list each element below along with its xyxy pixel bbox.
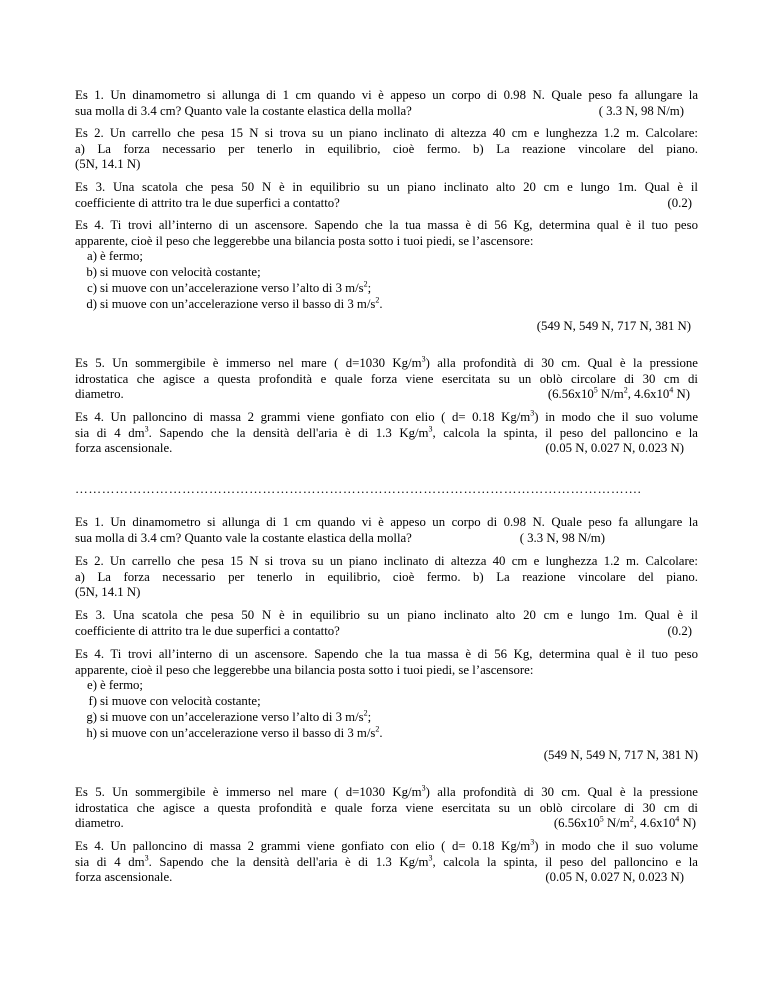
- exercise-line: idrostatica che agisce a questa profondità e quale forza viene esercitata su un oblò circolare di 30 cm di: [75, 800, 698, 815]
- list-marker: f ): [75, 694, 97, 710]
- list-marker: g ): [75, 710, 97, 726]
- list-marker: e ): [75, 678, 97, 694]
- text-run: Es 4. Un palloncino di massa 2 grammi viene gonfiato con elio ( d= 0.18 Kg/m: [75, 410, 531, 424]
- text-run: , calcola la spinta, il peso del palloncino e la: [432, 854, 698, 869]
- exercise-5: [75, 356, 698, 403]
- exercise-line: Es 2. Un carrello che pesa 15 N si trova su un piano inclinato di altezza 40 cm e lunghezza 1.2 m. Calcolare:: [75, 554, 698, 568]
- exercise-line: apparente, cioè il peso che leggerebbe una bilancia posta sotto i tuoi piedi, se l’ascensore:: [75, 233, 534, 248]
- list-item-text: si muove con un’accelerazione verso l’alto di 3 m/s: [100, 709, 364, 724]
- text-run: sia di 4 dm: [75, 425, 145, 440]
- exercise-line: [75, 785, 698, 801]
- list-item-text: si muove con velocità costante;: [100, 694, 261, 709]
- exercise-answer: [548, 387, 690, 403]
- text-run: N): [679, 816, 696, 831]
- exercise-line: Es 4. Ti trovi all’interno di un ascensore. Sapendo che la tua massa è di 56 Kg, determina qual è il tuo peso: [75, 218, 698, 232]
- exercise-line: a) La forza necessario per tenerlo in equilibrio, cioè fermo. b) La reazione vincolare del piano.: [75, 141, 698, 156]
- exercise-4: [75, 218, 698, 335]
- exercise-answer: ( 3.3 N, 98 N/m): [519, 530, 605, 545]
- list-item-text: si muove con velocità costante;: [100, 265, 261, 280]
- exercise-2: [75, 126, 698, 173]
- exercise-line: forza ascensionale.: [75, 870, 173, 885]
- text-run: sia di 4 dm: [75, 854, 145, 869]
- exercise-line: [75, 839, 698, 855]
- exercise-answer: ( 3.3 N, 98 N/m): [598, 103, 684, 118]
- superscript: 2: [623, 386, 628, 396]
- exercise-answer: (5N, 14.1 N): [75, 585, 141, 600]
- list-item: [75, 726, 698, 742]
- superscript: 5: [593, 386, 598, 396]
- exercise-4: [75, 647, 698, 764]
- list-marker: d ): [75, 297, 97, 313]
- exercise-answer: (5N, 14.1 N): [75, 157, 141, 172]
- exercise-line: [75, 410, 698, 426]
- list-item-tail: ;: [367, 709, 372, 724]
- text-run: . Sapendo che la densità dell'aria è di 1.3 Kg/m: [148, 854, 429, 869]
- text-run: , 4.6x10: [633, 816, 676, 831]
- exercise-line: coefficiente di attrito tra le due superfici a contatto?: [75, 195, 340, 210]
- text-run: (6.56x10: [553, 816, 600, 831]
- list-item-tail: .: [379, 296, 383, 311]
- superscript: 5: [599, 815, 604, 825]
- superscript: 2: [375, 724, 380, 734]
- exercise-6: [75, 839, 698, 886]
- superscript: 3: [144, 853, 149, 863]
- exercise-6: [75, 410, 698, 457]
- exercise-answer: (0.05 N, 0.027 N, 0.023 N): [545, 441, 684, 456]
- text-run: N): [673, 387, 690, 402]
- superscript: 2: [375, 295, 380, 305]
- option-list: [75, 678, 698, 741]
- exercise-1: [75, 515, 698, 546]
- list-marker: b ): [75, 265, 97, 281]
- exercise-line: Es 1. Un dinamometro si allunga di 1 cm quando vi è appeso un corpo di 0.98 N. Quale peso fa allungare la: [75, 88, 698, 102]
- exercise-answer: (549 N, 549 N, 717 N, 381 N): [536, 319, 691, 334]
- superscript: 2: [629, 815, 634, 825]
- list-item-tail: .: [379, 725, 383, 740]
- exercise-answer: (549 N, 549 N, 717 N, 381 N): [543, 748, 698, 763]
- text-run: Es 4. Un palloncino di massa 2 grammi viene gonfiato con elio ( d= 0.18 Kg/m: [75, 839, 531, 853]
- option-list: [75, 249, 698, 312]
- list-item-text: si muove con un’accelerazione verso il basso di 3 m/s: [100, 296, 376, 311]
- superscript: 3: [428, 424, 433, 434]
- list-item: [75, 281, 698, 297]
- superscript: 2: [363, 708, 368, 718]
- exercise-1: [75, 88, 698, 119]
- exercise-line: sua molla di 3.4 cm? Quanto vale la costante elastica della molla?: [75, 103, 412, 118]
- superscript: 3: [530, 837, 535, 847]
- exercise-line: apparente, cioè il peso che leggerebbe una bilancia posta sotto i tuoi piedi, se l’ascensore:: [75, 662, 534, 677]
- exercise-line: diametro.: [75, 816, 124, 831]
- superscript: 2: [363, 279, 368, 289]
- text-run: . Sapendo che la densità dell'aria è di 1.3 Kg/m: [148, 425, 429, 440]
- text-run: ) in modo che il suo volume: [534, 839, 698, 853]
- list-item: [75, 249, 698, 265]
- superscript: 3: [530, 408, 535, 418]
- exercise-3: [75, 608, 698, 639]
- list-marker: a ): [75, 249, 97, 265]
- exercise-line: forza ascensionale.: [75, 441, 173, 456]
- list-item: [75, 710, 698, 726]
- list-item-text: si muove con un’accelerazione verso l’alto di 3 m/s: [100, 280, 364, 295]
- exercise-line: Es 3. Una scatola che pesa 50 N è in equilibrio su un piano inclinato alto 20 cm e lungo 1m. Qual è il: [75, 180, 698, 194]
- list-item-text: è fermo;: [100, 678, 143, 693]
- exercise-line: diametro.: [75, 387, 124, 402]
- list-item: [75, 265, 698, 281]
- text-run: ) alla profondità di 30 cm. Qual è la pressione: [425, 356, 698, 370]
- exercise-line: idrostatica che agisce a questa profondità e quale forza viene esercitata su un oblò circolare di 30 cm di: [75, 371, 698, 386]
- exercise-line: Es 4. Ti trovi all’interno di un ascensore. Sapendo che la tua massa è di 56 Kg, determina qual è il tuo peso: [75, 647, 698, 661]
- list-item-tail: ;: [367, 280, 372, 295]
- exercise-line: Es 2. Un carrello che pesa 15 N si trova su un piano inclinato di altezza 40 cm e lunghezza 1.2 m. Calcolare:: [75, 126, 698, 140]
- list-item: [75, 678, 698, 694]
- list-marker: h ): [75, 726, 97, 742]
- exercise-answer: (0.05 N, 0.027 N, 0.023 N): [545, 870, 684, 885]
- list-item: [75, 297, 698, 313]
- text-run: Es 5. Un sommergibile è immerso nel mare ( d=1030 Kg/m: [75, 785, 422, 799]
- superscript: 4: [669, 386, 674, 396]
- exercise-answer: [554, 816, 696, 832]
- list-item-text: è fermo;: [100, 249, 143, 264]
- text-run: N/m: [597, 387, 624, 402]
- superscript: 3: [428, 853, 433, 863]
- text-run: (6.56x10: [547, 387, 594, 402]
- exercise-3: [75, 180, 698, 211]
- text-run: Es 5. Un sommergibile è immerso nel mare ( d=1030 Kg/m: [75, 356, 422, 370]
- text-run: ) alla profondità di 30 cm. Qual è la pressione: [425, 785, 698, 799]
- exercise-5: [75, 785, 698, 832]
- superscript: 3: [421, 783, 426, 793]
- exercise-line: Es 3. Una scatola che pesa 50 N è in equilibrio su un piano inclinato alto 20 cm e lungo 1m. Qual è il: [75, 608, 698, 622]
- exercise-line: [75, 855, 698, 871]
- list-item-text: si muove con un’accelerazione verso il basso di 3 m/s: [100, 725, 376, 740]
- exercise-answer: (0.2): [667, 623, 692, 638]
- exercise-answer: (0.2): [667, 195, 692, 210]
- text-run: N/m: [603, 816, 630, 831]
- list-item: [75, 694, 698, 710]
- exercise-line: coefficiente di attrito tra le due superfici a contatto?: [75, 623, 340, 638]
- exercise-line: sua molla di 3.4 cm? Quanto vale la costante elastica della molla?: [75, 530, 412, 545]
- exercise-line: [75, 356, 698, 372]
- text-run: , 4.6x10: [627, 387, 670, 402]
- superscript: 3: [144, 424, 149, 434]
- dotted-separator: ……………………………………………………………………………………………………………….: [75, 482, 642, 496]
- exercise-line: a) La forza necessario per tenerlo in equilibrio, cioè fermo. b) La reazione vincolare del piano.: [75, 569, 698, 584]
- text-run: ) in modo che il suo volume: [534, 410, 698, 424]
- exercise-2: [75, 554, 698, 601]
- exercise-line: Es 1. Un dinamometro si allunga di 1 cm quando vi è appeso un corpo di 0.98 N. Quale peso fa allungare la: [75, 515, 698, 529]
- text-run: , calcola la spinta, il peso del palloncino e la: [432, 425, 698, 440]
- list-marker: c ): [75, 281, 97, 297]
- superscript: 4: [675, 815, 680, 825]
- exercise-line: [75, 426, 698, 442]
- superscript: 3: [421, 354, 426, 364]
